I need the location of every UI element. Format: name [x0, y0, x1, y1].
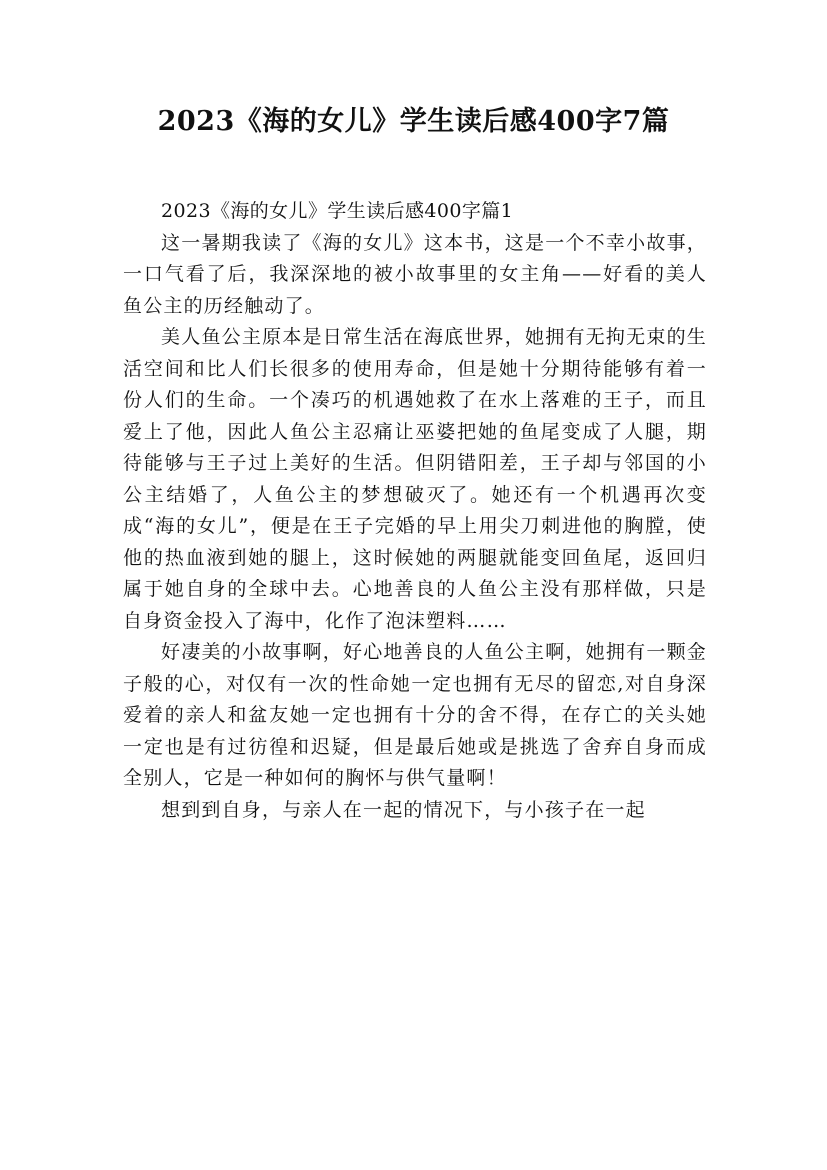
document-body: [123, 196, 707, 826]
paragraph-2: 美人鱼公主原本是日常生活在海底世界，她拥有无拘无束的生活空间和比人们长很多的使用寿命，但是她十分期待能够有着一份人们的生命。一个凑巧的机遇她救了在水上落难的王子，而且爱上了他，因此人鱼公主忍痛让巫婆把她的鱼尾变成了人腿，期待能够与王子过上美好的生活。但阴错阳差，王子却与邻国的小公主结婚了，人鱼公主的梦想破灭了。她还有一个机遇再次变成“海的女儿”，便是在王子完婚的早上用尖刀刺进他的胸膛，使他的热血液到她的腿上，这时候她的两腿就能变回鱼尾，返回归属于她自身的全球中去。心地善良的人鱼公主没有那样做，只是自身资金投入了海中，化作了泡沫塑料……: [123, 326, 707, 632]
paragraph-3: 好凄美的小故事啊，好心地善良的人鱼公主啊，她拥有一颗金子般的心，对仅有一次的性命她一定也拥有无尽的留恋,对自身深爱着的亲人和盆友她一定也拥有十分的舍不得，在存亡的关头她一定也是有过彷徨和迟疑，但是最后她或是挑选了舍弃自身而成全别人，它是一种如何的胸怀与供气量啊！: [123, 641, 707, 789]
paragraph-1: 这一暑期我读了《海的女儿》这本书，这是一个不幸小故事，一口气看了后，我深深地的被小故事里的女主角——好看的美人鱼公主的历经触动了。: [123, 231, 707, 317]
document-title: 2023《海的女儿》学生读后感400字7篇: [157, 106, 670, 137]
section-heading: 2023《海的女儿》学生读后感400字篇1: [161, 200, 514, 222]
paragraph-4: 想到到自身，与亲人在一起的情况下，与小孩子在一起: [161, 798, 646, 821]
